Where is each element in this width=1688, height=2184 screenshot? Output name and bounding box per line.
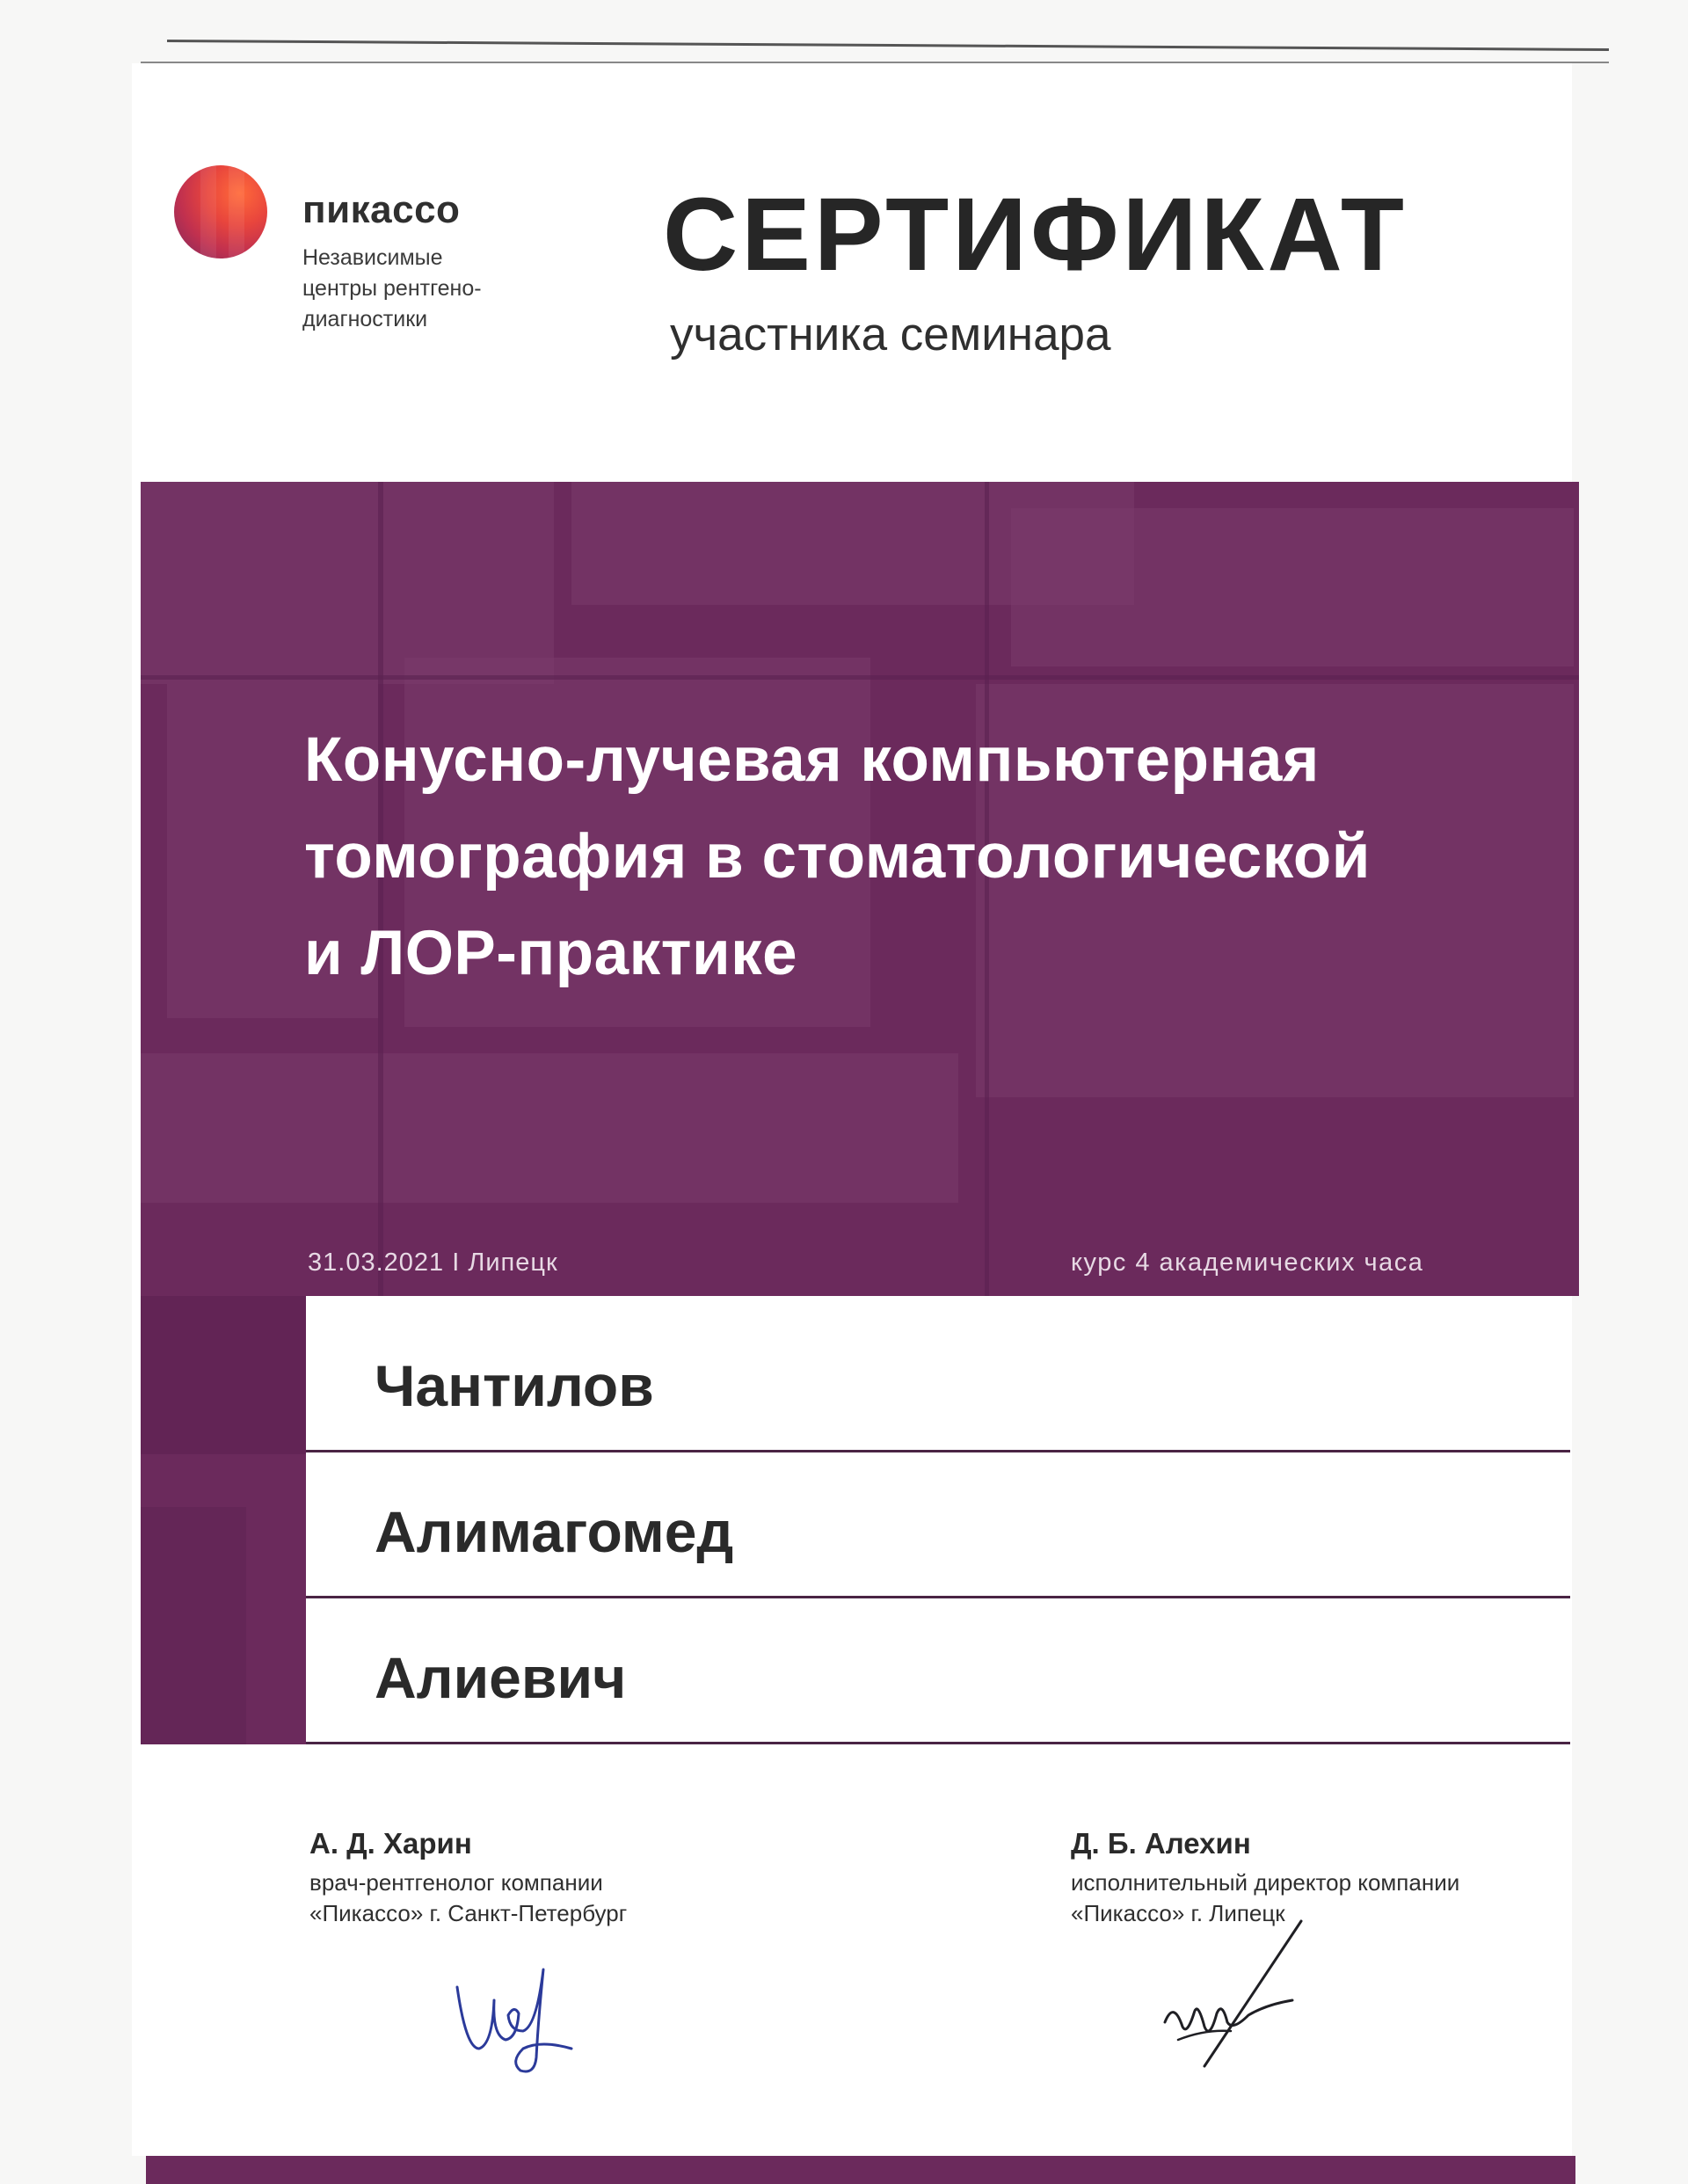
course-duration: курс 4 академических часа bbox=[1071, 1249, 1424, 1277]
banner-bg-panel bbox=[1011, 508, 1574, 666]
participant-patronymic: Алиевич bbox=[375, 1645, 627, 1710]
course-title-line: Конусно-лучевая компьютерная bbox=[304, 725, 1320, 795]
certificate-subtitle: участника семинара bbox=[670, 309, 1111, 360]
name-underline bbox=[306, 1742, 1570, 1744]
certificate-title: СЕРТИФИКАТ bbox=[663, 177, 1408, 293]
name-underline bbox=[306, 1596, 1570, 1598]
course-title bbox=[304, 712, 1588, 1002]
signature-1 bbox=[440, 1952, 589, 2084]
logo-tagline bbox=[302, 243, 566, 335]
logo-tagline-line: Независимые bbox=[302, 245, 443, 270]
course-title-line: и ЛОР-практике bbox=[304, 919, 798, 988]
left-purple-strip bbox=[141, 1296, 306, 1744]
signatory-1-role bbox=[309, 1867, 627, 1929]
signatory-1-name: А. Д. Харин bbox=[309, 1827, 472, 1860]
scan-edge-top bbox=[167, 40, 1609, 51]
banner-bg-panel bbox=[141, 1053, 958, 1203]
banner-bg-divider bbox=[141, 675, 1579, 680]
participant-surname: Чантилов bbox=[375, 1353, 654, 1418]
participant-first-name: Алимагомед bbox=[375, 1499, 734, 1564]
name-underline bbox=[306, 1450, 1570, 1452]
strip-shade bbox=[141, 1296, 306, 1454]
bottom-purple-bar bbox=[146, 2156, 1575, 2184]
participant-first-name-row bbox=[306, 1454, 1570, 1598]
logo-name: пикассо bbox=[302, 188, 461, 231]
signatory-1-role-line: «Пикассо» г. Санкт-Петербург bbox=[309, 1900, 628, 1926]
signatory-2-role-line: исполнительный директор компании bbox=[1071, 1869, 1460, 1896]
scan-edge-top-2 bbox=[141, 62, 1609, 63]
signatory-2-role-line: «Пикассо» г. Липецк bbox=[1071, 1900, 1285, 1926]
banner-bg-panel bbox=[141, 482, 554, 684]
course-title-line: томография в стоматологической bbox=[304, 822, 1371, 892]
participant-patronymic-row bbox=[306, 1600, 1570, 1744]
logo-tagline-line: диагностики bbox=[302, 307, 428, 331]
picasso-logo-icon bbox=[174, 165, 267, 258]
signature-2 bbox=[1152, 1917, 1319, 2084]
course-date-place: 31.03.2021 I Липецк bbox=[308, 1249, 558, 1277]
logo-tagline-line: центры рентгено- bbox=[302, 276, 482, 301]
participant-surname-row bbox=[306, 1308, 1570, 1452]
signatory-2-name: Д. Б. Алехин bbox=[1071, 1827, 1251, 1860]
signatory-1-role-line: врач-рентгенолог компании bbox=[309, 1869, 603, 1896]
strip-shade bbox=[141, 1507, 246, 1744]
